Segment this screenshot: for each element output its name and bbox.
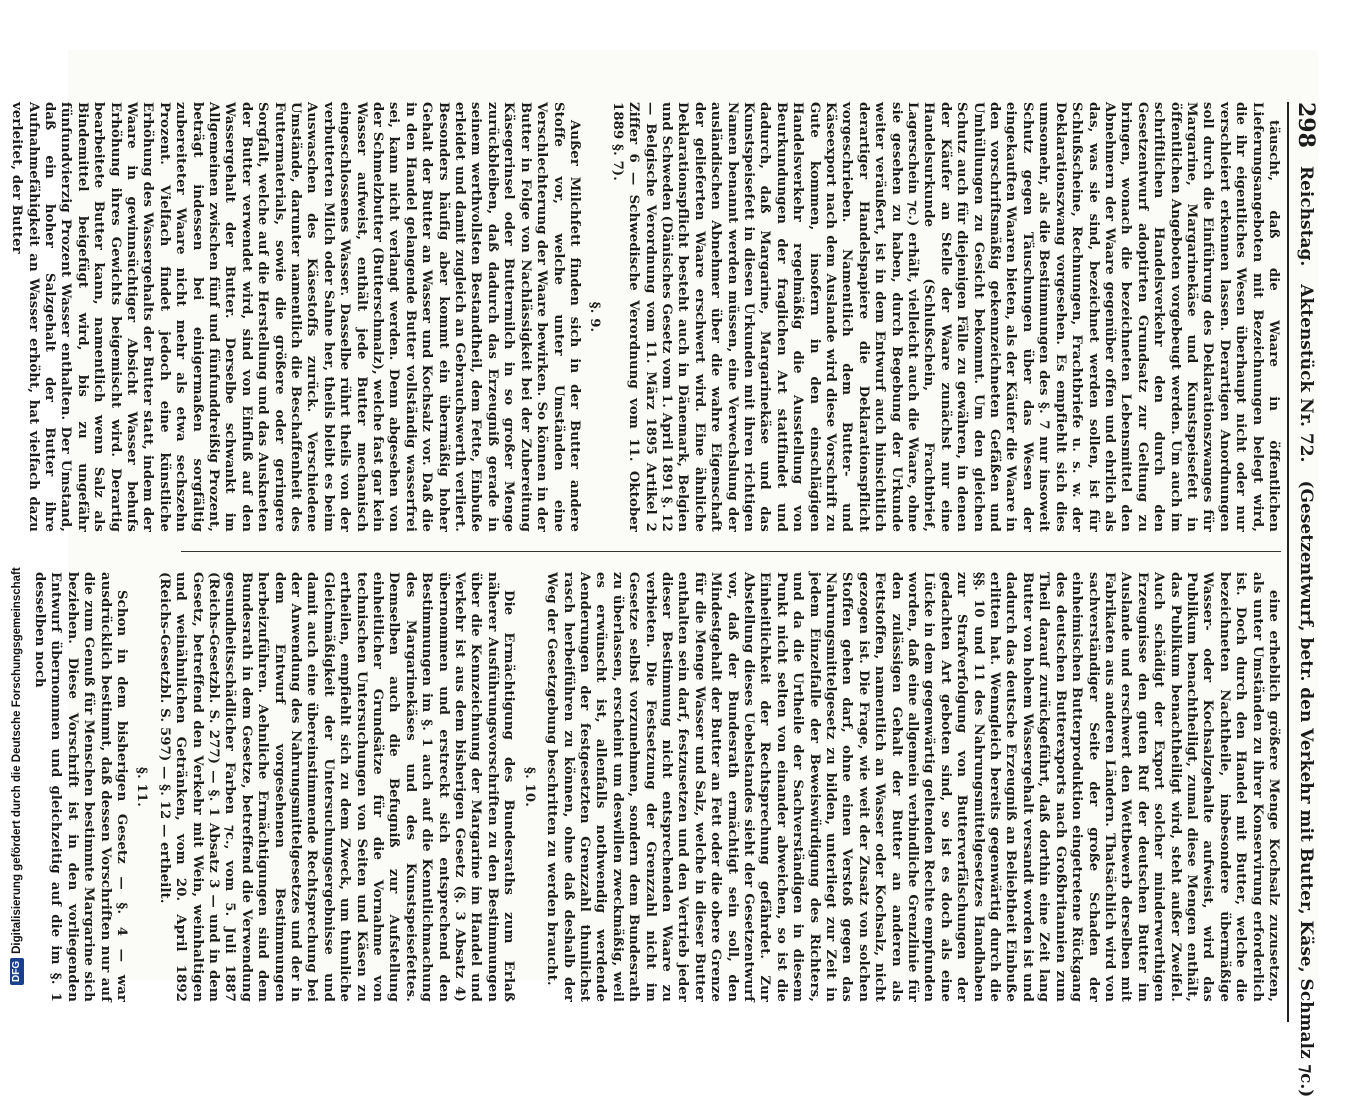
section-heading: §. 11. (134, 767, 150, 807)
left-column (9, 102, 1281, 532)
right-column (31, 572, 1281, 1002)
running-header (1287, 102, 1323, 1097)
paragraph: Die Ermächtigung des Bundesraths zum Erlaß näherer Ausführungsvorschriften zu den Bestimmungen über die Kennzeichnung der Margarine im Handel und Verkehr ist aus dem bisherigen Gesetz (§. 3 Absatz 4) übernommen und erstreckt sich entsprechend den Bestimmungen im §. 1 auch auf die Kenntlichmachung des Margarinekäses und des Kunstspeisefettes. Demselben auch die Befugniß zur Aufstellung einheitlicher Grundsätze für die Vornahme von technischen Untersuchungen von Seiten und Käsen zu ertheilen, empfiehlt sich zu dem Zweck, um thunliche Gleichmäßigkeit der Untersuchungsergebnisse und damit auch eine übereinstimmende Rechtsprechung bei der Anwendung des Nahrungsmittelgesetzes und der in dem Entwurf vorgesehenen Bestimmungen herbeizuführen. Aehnliche Ermächtigungen sind dem Bundesrath in dem Gesetze, betreffend die Verwendung gesundheitsschädlicher Farben ⁊c., vom 5. Juli 1887 (Reichs-Gesetzbl. S. 277) — §. 1 Absatz 3 — und in dem Gesetz, betreffend den Verkehr mit Wein, weinhaltigen und weinähnlichen Getränken, vom 20. April 1892 (Reichs-Gesetzbl. S. 597) — §. 12 — ertheilt. (156, 572, 517, 1002)
paragraph: täuscht, daß die Waare in öffentlichen Lieferungsangeboten mit Bezeichnungen belegt wird, die ihr eigentliches Wesen überhaupt nicht oder nur verschleiert erkennen lassen. Derartigen Anordnungen soll durch die Einführung des Deklarationszwanges für Margarine, Margarinekäse und Kunstspeisefett in öffentlichen Angeboten vorgebeugt werden. Um auch im schriftlichen Handelsverkehr den durch den Gesetzentwurf adoptirten Grundsatz zur Geltung zu bringen, wonach die bezeichneten Lebensmittel den Abnehmern der Waare gegenüber offen und ehrlich als das, was sie sind, bezeichnet werden sollen, ist für Schlußscheine, Rechnungen, Frachtbriefe u. s. w. der Deklarationszwang vorgesehen. Es empfiehlt sich dies umsomehr, als die Bestimmungen des §. 7 nur insoweit Schutz gegen Täuschungen über das Wesen der eingekauften Waaren bieten, als der Käufer die Waare in den vorschriftsmäßig gekennzeichneten Gefäßen und Umhüllungen zu Gesicht bekommt. Um den gleichen Schutz auch für diejenigen Fälle zu gewähren, in denen der Käufer an Stelle der Waare zunächst nur eine Handelsurkunde (Schlußschein, Frachtbrief, Lagerschein ⁊c.) erhält, vielleicht auch die Waare, ohne sie gesehen zu haben, durch Begebung der Urkunde weiter veräußert, ist in dem Entwurf auch hinsichtlich derartiger Handelspapiere die Deklarationspflicht vorgeschrieben. Namentlich dem Butter- und Käseexport nach dem Auslande wird diese Vorschrift zu Gute kommen, insofern in den einschlägigen Handelsverkehr regelmäßig die Ausstellung von Beurkundungen der fraglichen Art stattfindet und dadurch, daß Margarine, Margarinekäse und das Kunstspeisefett in diesen Urkunden mit ihren richtigen Namen benannt werden müssen, eine Verwechslung der ausländischen Abnehmer über die wahre Eigenschaft der gelieferten Waare erschwert wird. Eine ähnliche Deklarationspflicht besteht auch in Dänemark, Belgien und Schweden (Dänisches Gesetz vom 1. April 1891 §. 12 — Belgische Verordnung vom 11. März 1895 Artikel 2 Ziffer 6 — Schwedische Verordnung vom 11. Oktober 1889 §. 7). (609, 102, 1281, 532)
paragraph: eine erheblich größere Menge Kochsalz zuzusetzen, als unter Umständen zu ihrer Konservirung erforderlich ist. Doch durch den Handel mit Butter, welche die bezeichneten Nachtheile, insbesondere übermäßige Wasser- oder Kochsalzgehalte aufweist, wird das Publikum benachtheiligt, zumal diese Mengen enthält, das Publikum benachtheiligt wird, steht außer Zweifel. Auch schädigt der Export solcher minderwerthigen Erzeugnisse den guten Ruf der deutschen Butter im Auslande und erschwert den Wettbewerb derselben mit Fabrikaten aus anderen Ländern. Thatsächlich wird von sachverständiger Seite der große Schaden der einheimischen Butterproduktion eingetretene Rückgang des deutschen Butterexports nach Großbritannien zum Theil darauf zurückgeführt, daß dorthin eine Zeit lang Butter von hohem Wassergehalt versandt worden ist und dadurch das deutsche Erzeugniß an Beliebtheit Einbuße erlitten hat. Wenngleich bereits gegenwärtig durch die §§. 10 und 11 des Nahrungsmittelgesetzes Handhaben zur Strafverfolgung von Butterverfälschungen der gedachten Art geboten sind, so ist es doch als eine Lücke in dem gegenwärtig geltenden Rechte empfunden worden, daß eine allgemein verbindliche Grenzlinie für den zulässigen Gehalt der Butter an anderen als Fettstoffen, namentlich an Wasser oder Kochsalz, nicht gezogen ist. Die Frage, wie weit der Zusatz von solchen Stoffen gehen darf, ohne einen Verstoß gegen das Nahrungsmittelgesetz zu bilden, unterliegt zur Zeit in jedem Einzelfalle der Beweiswürdigung des Richters, und da die Urtheile der Sachverständigen in diesem Punkt nicht selten von einander abweichen, so ist die Einheitlichkeit der Rechtsprechung gefährdet. Zur Abstellung dieses Uebelstandes sieht der Gesetzentwurf vor, daß der Bundesrath ermächtigt sein soll, den Mindestgehalt der Butter an Fett oder die obere Grenze für die Menge Wasser und Salz, welche in dieser Butter enthalten sein darf, festzusetzen und den Vertrieb jeder dieser Bestimmung nicht entsprechenden Waare zu verbieten. Die Festsetzung der Grenzzahl nicht im Gesetze selbst vorzunehmen, sondern dem Bundesrath zu überlassen, erscheint um deswillen zweckmäßig, weil es erwünscht ist, allenfalls nothwendig werdende Aenderungen der festgesetzten Grenzzahl thunlichst rasch herbeiführen zu können, ohne daß deshalb der Weg der Gesetzgebung beschritten zu werden braucht. (544, 572, 1281, 1002)
dfg-logo: DFG (10, 958, 24, 985)
section-heading: §. 9. (587, 301, 603, 333)
section-heading: §. 10. (521, 767, 537, 807)
digitization-note (8, 5, 26, 985)
paragraph: Außer Milchfett finden sich in der Butter andere Stoffe vor, welche unter Umständen eine Verschlechterung der Waare bewirken. So können in der Butter in Folge von Nachlässigkeit bei der Zubereitung Käsegerinsel oder Buttermilch in so großer Menge zurückbleiben, daß dadurch das Erzeugniß gerade in seinem werthvollsten Bestandtheil, dem Fette, Einbuße erleidet und damit zugleich an Gebrauchswerth verliert. Besonders häufig aber kommt ein übermäßig hoher Gehalt der Butter an Wasser und Kochsalz vor. Daß die in den Handel gelangende Butter vollständig wasserfrei sei, kann nicht verlangt werden. Denn abgesehen von der Schmelzbutter (Butterschmalz), welche fast gar kein Wasser aufweist, enthält jede Butter mechanisch eingeschlossenes Wasser. Dasselbe rührt theils von der verbutterten Milch oder Sahne her, theils bleibt es beim Auswaschen des Käsestoffs zurück. Verschiedene Umstände, darunter namentlich die Beschaffenheit des Futtermaterials, sowie die größere oder geringere Sorgfalt, welche auf die Herstellung und das Auskneten der Butter verwendet wird, sind von Einfluß auf den Wassergehalt der Butter. Derselbe schwankt im Allgemeinen zwischen fünf und fünfunddreißig Prozent, beträgt indessen bei einigermaßen sorgfältig zubereiteter Waare nicht mehr als etwa sechszehn Prozent. Vielfach findet jedoch eine künstliche Erhöhung des Wassergehalts der Butter statt, indem der Waare in gewinnsüchtiger Absicht Wasser behufs Erhöhung ihres Gewichts beigemischt wird. Derartig bearbeitete Butter kann, namentlich wenn Salz als Bindemittel beigefügt wird, bis zu ungefähr fünfundvierzig Prozent Wasser enthalten. Der Umstand, daß ein hoher Salzgehalt der Butter ihre Aufnahmefähigkeit an Wasser erhöht, hat vielfach dazu verleitet, der Butter (9, 102, 582, 532)
column-divider (181, 551, 1281, 552)
header-document: Aktenstück Nr. 72. (1296, 284, 1316, 463)
header-subject: (Gesetzentwurf, betr. den Verkehr mit Butter, Käse, Schmalz ⁊c.) (1296, 480, 1316, 1097)
paragraph: Schon in dem bisherigen Gesetz — §. 4 — war ausdrücklich bestimmt, daß dessen Vorschriften nur auf die zum Genuß für Menschen bestimmte Margarine sich beziehen. Diese Vorschrift ist in den vorliegenden Entwurf übernommen und gleichzeitig auf die im §. 1 desselben noch (31, 572, 129, 1002)
page-number: 298 (1293, 102, 1319, 148)
digitization-note-text: Digitalisierung gefördert durch die Deutsche Forschungsgemeinschaft (11, 567, 23, 954)
header-section: Reichstag. (1296, 165, 1316, 267)
